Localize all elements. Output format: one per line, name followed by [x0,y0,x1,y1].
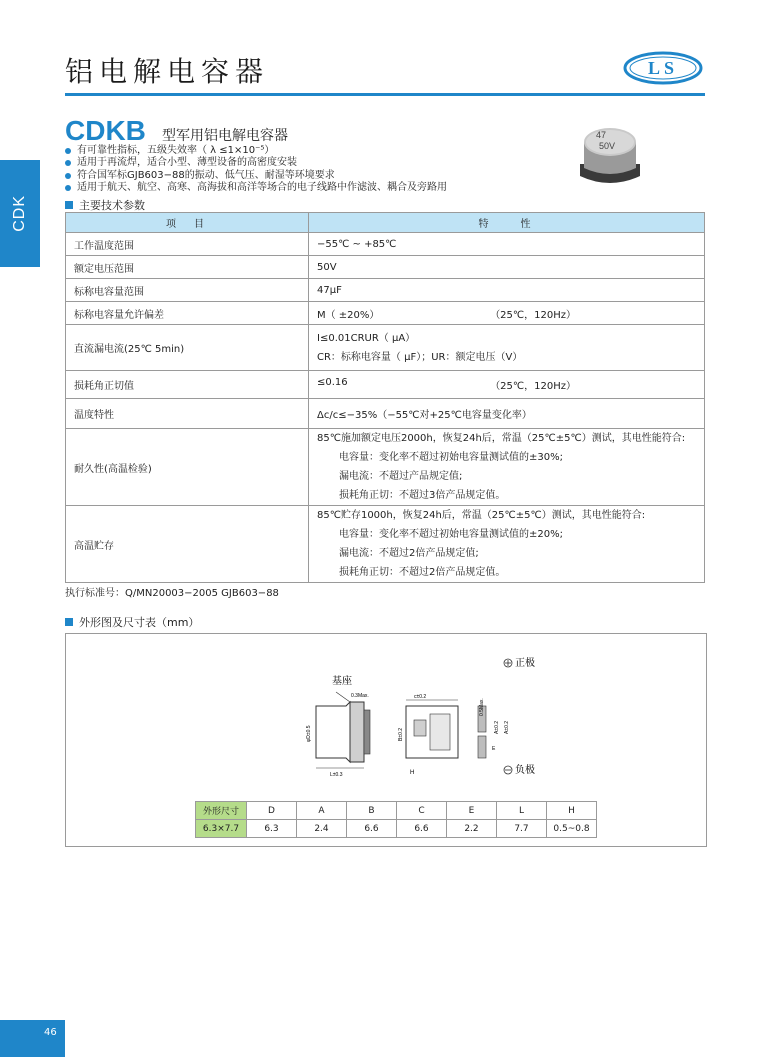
table-row: 损耗角正切值 ≤0.16 （25℃，120Hz） [66,371,705,399]
section-marker-icon [65,618,73,626]
b-label: B±0.2 [398,727,404,741]
dimension-panel [65,633,707,847]
section-marker-icon [65,201,73,209]
table-row: 额定电压范围 50V [66,256,705,279]
page-footer-bar [0,1020,65,1057]
col-item-header: 项 目 [66,213,309,233]
feature-list [65,145,447,194]
bullet-icon [65,148,71,154]
dimension-table [195,801,597,838]
spec-header-row [66,213,705,233]
side-tab-label: CDK [11,195,28,232]
dimension-value-row: 6.3×7.7 6.3 2.4 6.6 6.6 2.2 7.7 0.5~0.8 [196,820,597,838]
table-row: 工作温度范围 −55℃ ~ +85℃ [66,233,705,256]
h-label: H [410,770,415,776]
cap-label-voltage: 50V [599,141,616,151]
a-label: A±0.2 [494,720,500,734]
positive-label: 正极 [515,658,535,669]
model-subtitle: 型军用铝电解电容器 [162,128,288,144]
base-label: 基座 [332,676,352,687]
standard-number: 执行标准号：Q/MN20003−2005 GJB603−88 [65,588,279,599]
dimension-header-row: 外形尺寸 D A B C E L H [196,802,597,820]
c-label: c±0.2 [414,694,427,700]
dimension-drawing [306,654,556,784]
ea-label: 0.5Max. [479,698,485,716]
capacitor-photo [574,120,646,192]
spec-table [65,212,705,583]
table-row: 直流漏电流(25℃ 5min) I≤0.01CRUR（ μA） CR：标称电容量（ μF）；UR：额定电压（V） [66,325,705,371]
logo-text: LS [647,58,679,78]
page-title: 铝电解电容器 [65,55,270,88]
model-name: CDKB [65,115,146,146]
table-row: 温度特性 Δc/c≤−35%（−55℃对+25℃电容量变化率） [66,399,705,429]
dimension-heading: 外形图及尺寸表（mm） [65,614,199,630]
spec-heading: 主要技术参数 [65,197,145,213]
l-label: L±0.3 [330,772,343,778]
feature-item: 适用于再流焊，适合小型、薄型设备的高密度安装 [65,157,447,169]
table-row: 耐久性(高温检验) 85℃施加额定电压2000h，恢复24h后，常温（25℃±5℃）测试，其电性能符合: 电容量：变化率不超过初始电容量测试值的±30%; 漏电流：不超过产品规定值; 损耗角正切：不超过3倍产品规定值。 [66,429,705,506]
title-rule [65,93,705,96]
bullet-icon [65,185,71,191]
e-label: E [492,746,496,752]
table-row: 高温贮存 85℃贮存1000h，恢复24h后，常温（25℃±5℃）测试，其电性能符合: 电容量：变化率不超过初始电容量测试值的±20%; 漏电流：不超过2倍产品规定值; 损耗角正切：不超过2倍产品规定值。 [66,506,705,583]
cap-label-capacitance: 47 [596,130,607,140]
table-row: 标称电容量允许偏差 M（ ±20%） （25℃，120Hz） [66,302,705,325]
a2-label: A±0.2 [504,720,510,734]
ls-logo [623,51,703,85]
negative-label: 负极 [515,765,535,776]
table-row: 标称电容量范围 47μF [66,279,705,302]
bullet-icon [65,173,71,179]
d-label: φD±0.5 [306,725,312,742]
max-label: 0.3Max. [351,693,369,699]
side-category-tab [0,160,40,267]
col-char-header: 特 性 [309,213,705,233]
feature-item: 适用于航天、航空、高寒、高海拔和高洋等场合的电子线路中作滤波、耦合及旁路用 [65,182,447,194]
feature-item: 符合国军标GJB603−88的振动、低气压、耐湿等环境要求 [65,170,447,182]
page-number: 46 [44,1027,57,1038]
feature-item: 有可靠性指标，五级失效率（ λ ≤1×10⁻⁵） [65,145,447,157]
bullet-icon [65,160,71,166]
